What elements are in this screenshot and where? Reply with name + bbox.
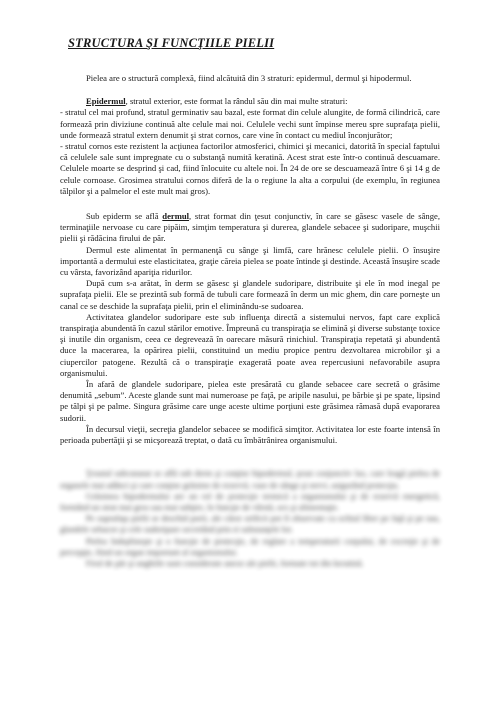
epiderm-paragraph (60, 96, 440, 107)
blurred-paragraph-2: Grăsimea hipodermului are un rol de protecţie termică a organismului şi de rezervă energetică, formând un strat mai gros sau mai subţire, în funcţie de vârstă, sex şi alimentaţie. (60, 490, 440, 512)
derm-paragraph-5: În decursul vieţii, secreţia glandelor sebacee se modifică simţitor. Activitatea lor este foarte intensă în perioada pubertăţii şi se micşorează treptat, o dată cu îmbătrânirea organismului. (60, 423, 440, 446)
derm-paragraph-2: După cum s-a arătat, în derm se găsesc şi glandele sudoripare, distribuite şi ele în mod inegal pe suprafaţa pielii. Ele se prezintă sub formă de tubuli care formează în derm un mic ghem, din care porneşte un canal ce se deschide la suprafaţa pielii, prin el eliminându-se sudoarea. (60, 278, 440, 311)
blurred-paragraph-3: Pe suprafaţa pielii se deschid porii, ale căror orificii pot fi observate cu ochiul liber pe faţă şi pe nas, glandele sebacee şi cele sudoripare secretând prin ei substanţele lor. (60, 513, 440, 535)
blurred-paragraph-1: Ţesutul subcutanat se află sub derm şi conţine hipodermul, ţesut conjunctiv lax, care leagă pielea de organele mai adânci şi care conţine grăsime de rezervă, vase de sânge şi nervi, asigurând protecţia. (60, 468, 440, 490)
blurred-paragraph-5: Firul de păr şi unghiile sunt considerate anexe ale pielii, formate tot din keratină. (86, 557, 364, 568)
document-title: STRUCTURA ŞI FUNCŢIILE PIELII (68, 36, 275, 50)
epiderm-term: Epidermul (86, 96, 126, 107)
blurred-paragraph-4: Pielea îndeplineşte şi o funcţie de protecţie, de reglare a temperaturii corpului, de excreţie şi de percepţie, fiind un organ important al organismului. (60, 535, 440, 557)
derm-term: dermul (162, 211, 190, 222)
epiderm-item-2: - stratul cornos este rezistent la acţiunea factorilor atmosferici, chimici şi mecanici, datorită în special faptului că celulele sale sunt impregnate cu o substanţă numită keratină. Acest strat este într-o continuă descuamare. Celulele moarte se desprind şi cad, fiind înlocuite cu altele noi. În 24 de ore se descuamează între 6 şi 14 g de celule cornoase. Grosimea stratului cornos diferă de la o regiune la alta a corpului (de exemplu, în regiunea tălpilor şi a palmelor el este mult mai gros). (60, 141, 440, 196)
epiderm-item-1: - stratul cel mai profund, stratul germinativ sau bazal, este format din celule alungite, de formă cilindrică, care formează prin diviziune continuă alte celule mai noi. Celulele vechi sunt împinse mereu spre suprafaţa pielii, unde formează stratul extern denumit şi strat cornos, care vine în contact cu mediul înconjurător; (60, 107, 440, 140)
blurred-preview-section (60, 468, 440, 569)
derm-post: , strat format din ţesut conjunctiv, în care se găsesc vasele de sânge, terminaţiile nervoase cu care pipăim, simţim temperatura şi durerea, glandele sebacee şi sudoripare, muşchii pielii şi rădăcina firului de păr. (60, 211, 440, 244)
derm-intro-paragraph (60, 211, 440, 245)
intro-paragraph: Pielea are o structură complexă, fiind alcătuită din 3 straturi: epidermul, dermul şi hipodermul. (86, 73, 412, 83)
epiderm-lead: , stratul exterior, este format la rândul său din mai multe straturi: (125, 96, 348, 107)
derm-paragraph-4: În afară de glandele sudoripare, pielea este presărată cu glande sebacee care secretă o grăsime denumită „sebum”. Aceste glande sunt mai numeroase pe faţă, pe aripile nasului, pe bărbie şi pe spate, lipsind pe tălpi şi pe palme. Singura grăsime care unge aceste ultime porţiuni este grăsimea rămasă după evaporarea sudorii. (60, 379, 440, 423)
derm-pre: Sub epiderm se află (86, 211, 163, 222)
derm-paragraph-3: Activitatea glandelor sudoripare este sub influenţa directă a sistemului nervos, fapt care explică transpiraţia abundentă în cazul stărilor emotive. Împreună cu transpiraţia se elimină şi diverse substanţe toxice şi inutile din organism, ceea ce degrevează în oarecare măsură rinichiul. Transpiraţia repetată şi abundentă duce la macerarea, la opărirea pielii, constituind un mediu propice pentru dezvoltarea microbilor şi a ciupercilor patogene. Rezultă că o transpiraţie exagerată poate avea repercusiuni nefavorabile asupra organismului. (60, 311, 440, 378)
derm-paragraph-1: Dermul este alimentat în permanenţă cu sânge şi limfă, care hrănesc celulele pielii. O însuşire importantă a dermului este elasticitatea, graţie căreia pielea se poate întinde şi destinde. Această însuşire scade cu vârsta, favorizând apariţia ridurilor. (60, 244, 440, 278)
